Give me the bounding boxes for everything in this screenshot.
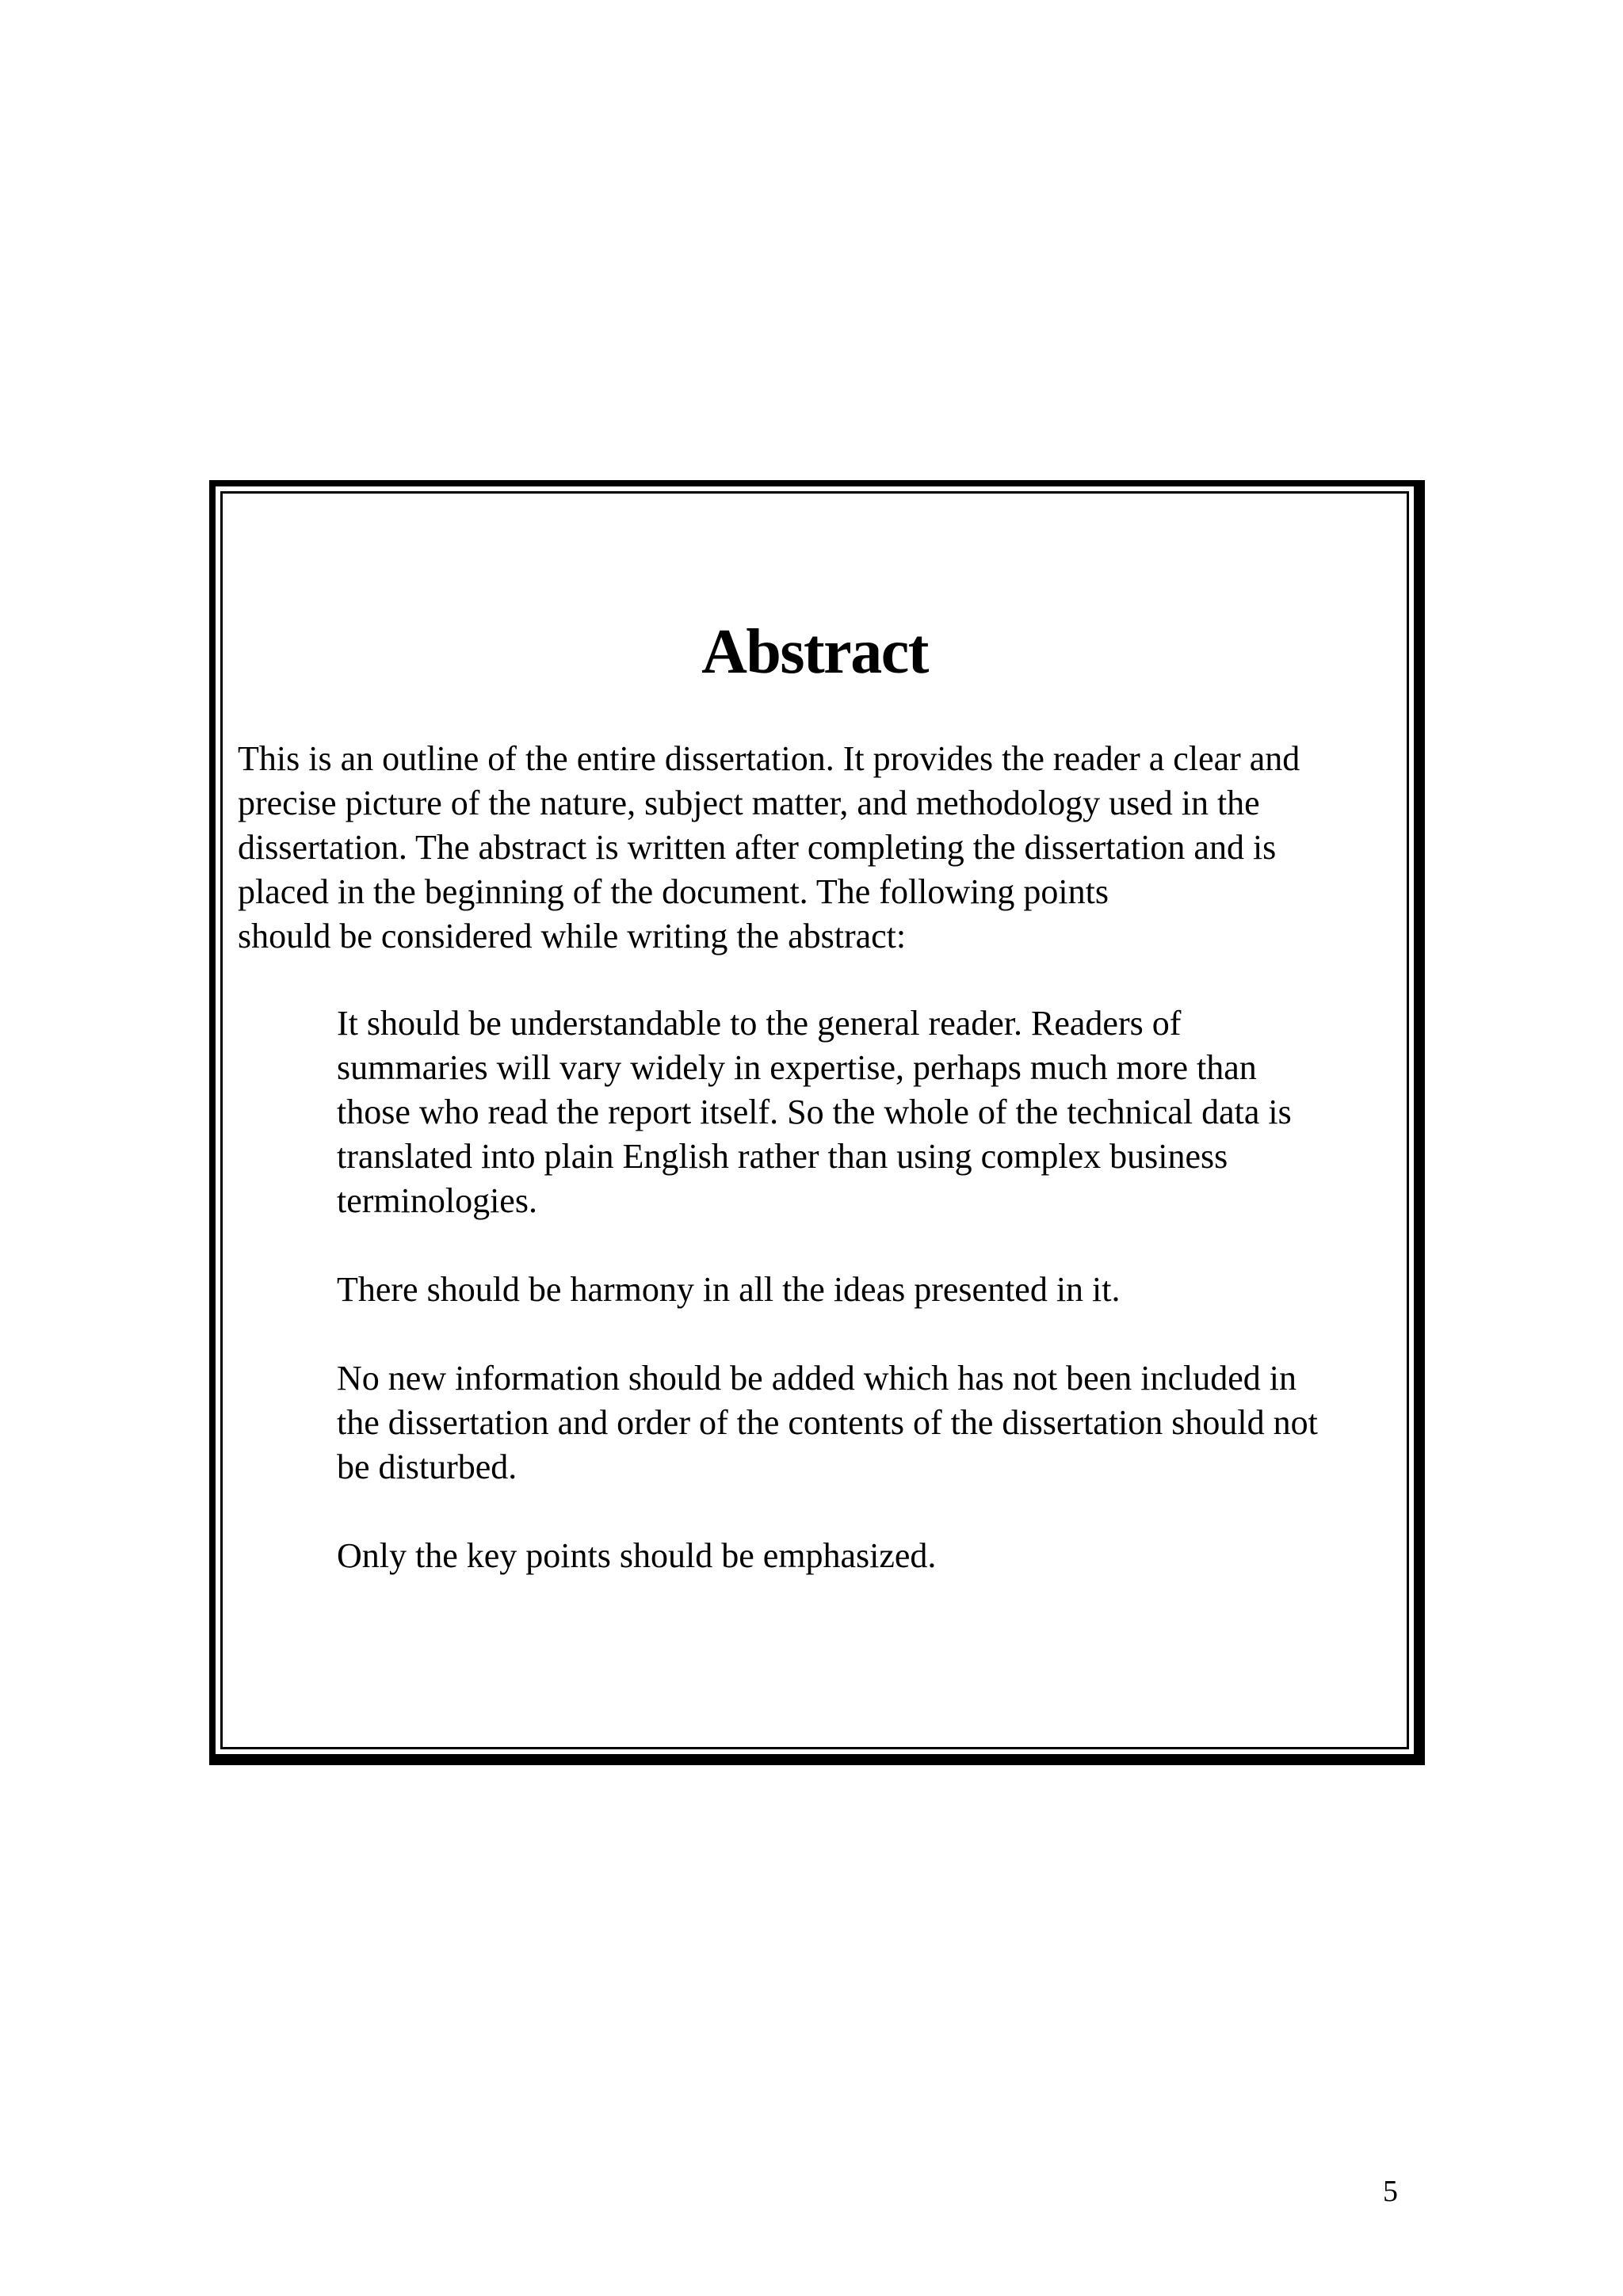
abstract-points-list [337, 1001, 1399, 1623]
point-line: Only the key points should be emphasized. [337, 1536, 937, 1575]
point-line: summaries will vary widely in expertise, perhaps much more than [337, 1048, 1257, 1087]
intro-line: dissertation. The abstract is written after completing the dissertation and is [238, 828, 1277, 867]
point-line: There should be harmony in all the ideas presented in it. [337, 1270, 1121, 1309]
point-line: terminologies. [337, 1181, 537, 1220]
point-line: the dissertation and order of the contents of the dissertation should not [337, 1403, 1318, 1442]
point-line: It should be understandable to the general reader. Readers of [337, 1004, 1182, 1043]
point-line: those who read the report itself. So the whole of the technical data is [337, 1093, 1292, 1131]
abstract-point [337, 1268, 1399, 1312]
intro-line: placed in the beginning of the document. The following points [238, 872, 1109, 911]
page-number: 5 [1383, 2175, 1398, 2208]
abstract-point [337, 1356, 1399, 1489]
abstract-intro-paragraph [238, 737, 1403, 959]
intro-line: should be considered while writing the abstract: [238, 917, 907, 955]
point-line: be disturbed. [337, 1447, 517, 1486]
point-line: translated into plain English rather than using complex business [337, 1137, 1228, 1176]
intro-line: precise picture of the nature, subject matter, and methodology used in the [238, 784, 1260, 822]
point-line: No new information should be added which has not been included in [337, 1359, 1296, 1398]
abstract-point [337, 1534, 1399, 1578]
intro-line: This is an outline of the entire dissertation. It provides the reader a clear and [238, 739, 1300, 778]
page-title: Abstract [701, 617, 928, 687]
abstract-point [337, 1001, 1399, 1223]
